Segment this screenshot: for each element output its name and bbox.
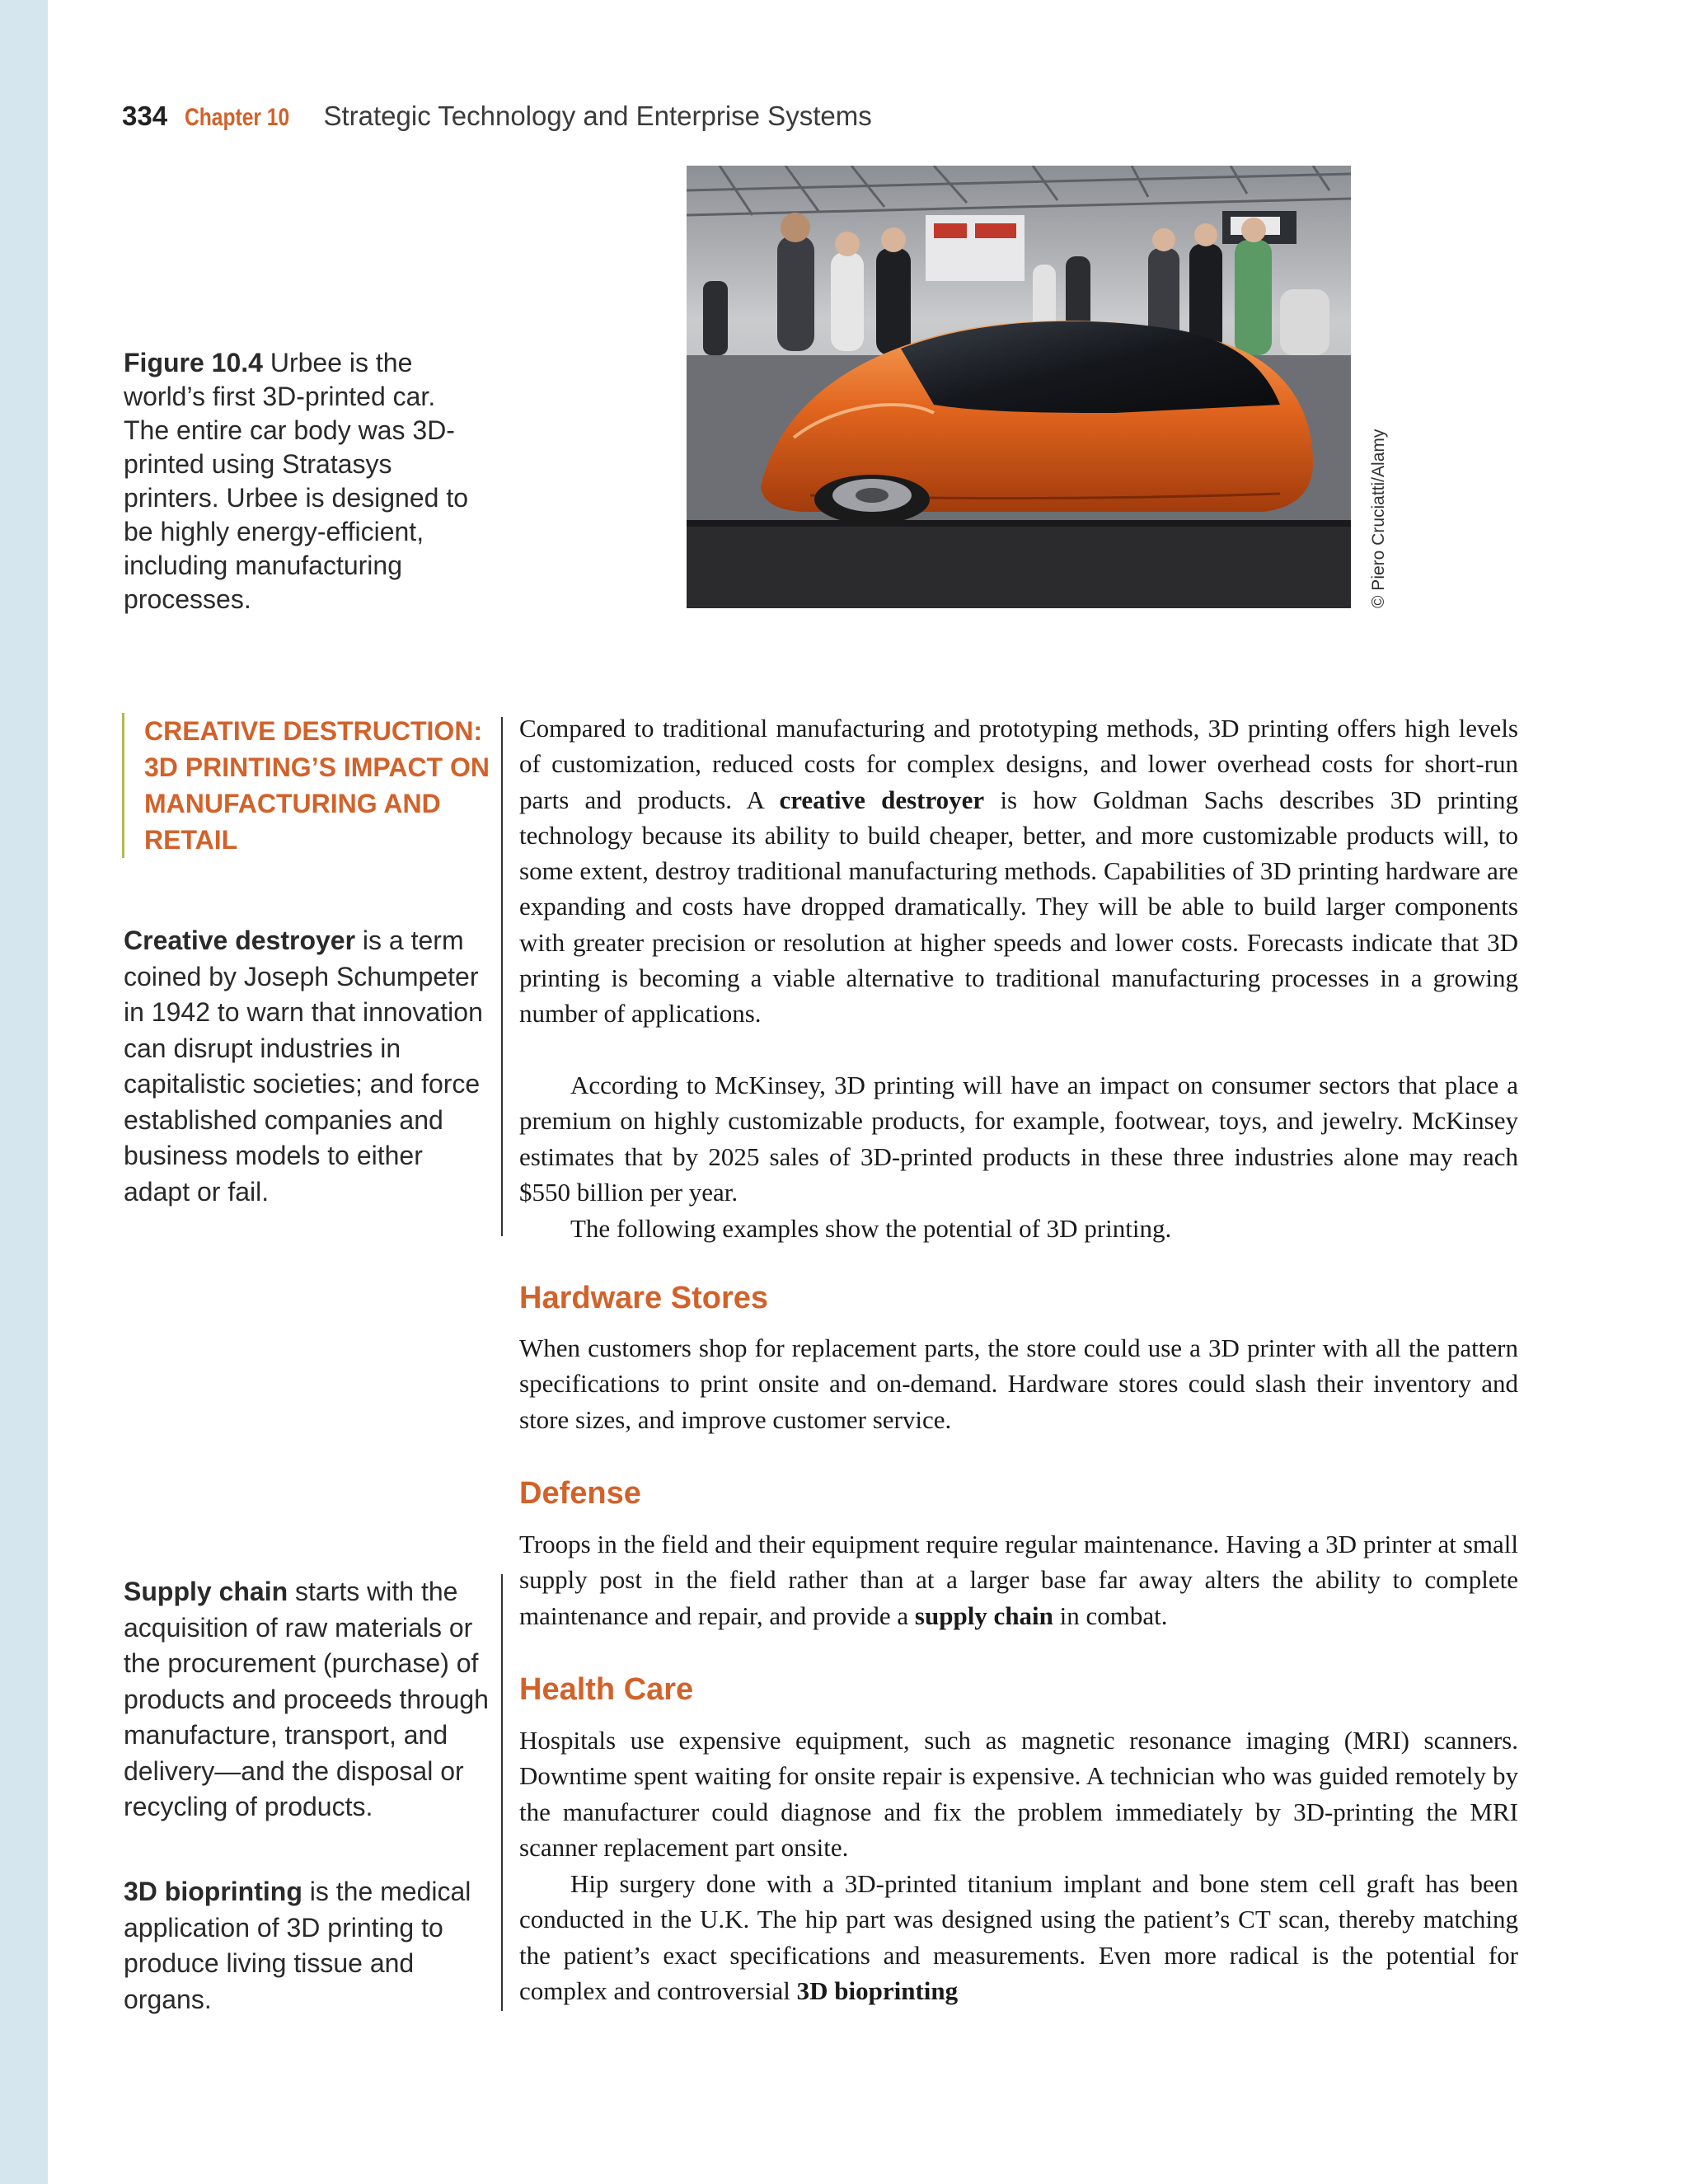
margin-rule: [501, 1574, 503, 2011]
text-run: Compared to traditional manufacturing and prototyping methods, 3D printing offers high levels of customization, reduced costs for complex designs, and lower overhead costs for short-run parts and products. A: [519, 714, 1518, 814]
body-paragraph-health-hip: [519, 1866, 1518, 2008]
definition-text: starts with the acquisition of raw materials or the procurement (purchase) of products and proceeds through manufacture, transport, and delivery—and the disposal or recycling of products.: [124, 1577, 489, 1821]
running-header: [122, 96, 872, 137]
definition-text: is the medical application of 3D printing to produce living tissue and organs.: [124, 1877, 471, 2014]
margin-rule: [501, 717, 503, 1236]
text-run: Troops in the field and their equipment require regular maintenance. Having a 3D printer at small supply post in the field rather than at a larger base far away alters the ability to complete maintenance and repair, and provide a: [519, 1530, 1518, 1630]
body-paragraph-examples: The following examples show the potential of 3D printing.: [570, 1214, 1172, 1243]
body-paragraph-health-mri: Hospitals use expensive equipment, such as magnetic resonance imaging (MRI) scanners. Downtime spent waiting for onsite repair is expensive. A technician who was guided remotely by the manufacturer could diagnose and fix the problem immediately by 3D-printing the MRI scanner replacement part onsite.: [519, 1726, 1518, 1862]
body-paragraph-intro: [519, 710, 1518, 1032]
text-run: is how Goldman Sachs describes 3D printing technology because its ability to build cheaper, better, and more customizable products will, to some extent, destroy traditional manufacturing methods. Capabilities of 3D printing hardware are expanding and costs have dropped dramatically. They will be able to build larger components with greater precision or resolution at higher speeds and lower costs. Forecasts indicate that 3D printing is becoming a viable alternative to traditional manufacturing processes in a growing number of applications.: [519, 785, 1518, 1029]
page-edge-band: [0, 0, 48, 2184]
body-paragraph-hardware: When customers shop for replacement parts, the store could use a 3D printer with all the pattern specifications to print onsite and on-demand. Hardware stores could slash their inventory and store sizes, and improve customer service.: [519, 1333, 1518, 1434]
figure-caption: [124, 346, 478, 616]
figure-label: Figure 10.4: [124, 348, 263, 377]
photo-illustration: [687, 166, 1351, 608]
definition-supply-chain: [124, 1574, 490, 1825]
definition-3d-bioprinting: [124, 1874, 490, 2018]
heading-defense: Defense: [519, 1476, 641, 1511]
key-term: supply chain: [914, 1601, 1053, 1630]
body-paragraph-mckinsey: According to McKinsey, 3D printing will have an impact on consumer sectors that place a premium on highly customizable products, for example, footwear, toys, and jewelry. McKinsey estimates that by 2025 sales of 3D-printed products in these three industries alone may reach $550 billion per year.: [519, 1071, 1518, 1207]
heading-hardware-stores: Hardware Stores: [519, 1281, 769, 1315]
body-paragraph-defense: [519, 1526, 1518, 1633]
definition-term: 3D bioprinting: [124, 1877, 302, 1906]
text-run: Hip surgery done with a 3D-printed titanium implant and bone stem cell graft has been conducted in the U.K. The hip part was designed using the patient’s CT scan, thereby matching the patient’s exact specifications and measurements. Even more radical is the potential for complex and controversial: [519, 1869, 1518, 2005]
definition-creative-destroyer: [124, 923, 490, 1210]
urbee-car-photo: [687, 166, 1351, 608]
key-term: 3D bioprinting: [796, 1975, 959, 2005]
definition-text: is a term coined by Joseph Schumpeter in 1942 to warn that innovation can disrupt industries in capitalistic societies; and force established companies and business models to either adapt or fail.: [124, 926, 483, 1207]
heading-health-care: Health Care: [519, 1672, 694, 1707]
figure-caption-text: Urbee is the world’s first 3D-printed car. The entire car body was 3D-printed using Stratasys printers. Urbee is designed to be highly energy-efficient, including manufacturing processes.: [124, 348, 468, 614]
chapter-title: Strategic Technology and Enterprise Systems: [323, 101, 872, 131]
chapter-label: Chapter 10: [185, 104, 290, 131]
photo-credit: © Piero Cruciatti/Alamy: [1369, 429, 1388, 608]
page-number: 334: [122, 101, 168, 131]
key-term: creative destroyer: [779, 785, 985, 814]
text-run: in combat.: [1053, 1601, 1168, 1630]
section-heading: CREATIVE DESTRUCTION: 3D PRINTING’S IMPACT ON MANUFACTURING AND RETAIL: [144, 716, 490, 855]
definition-term: Creative destroyer: [124, 926, 356, 955]
definition-term: Supply chain: [124, 1577, 288, 1606]
section-sidebar-box: [122, 713, 507, 858]
